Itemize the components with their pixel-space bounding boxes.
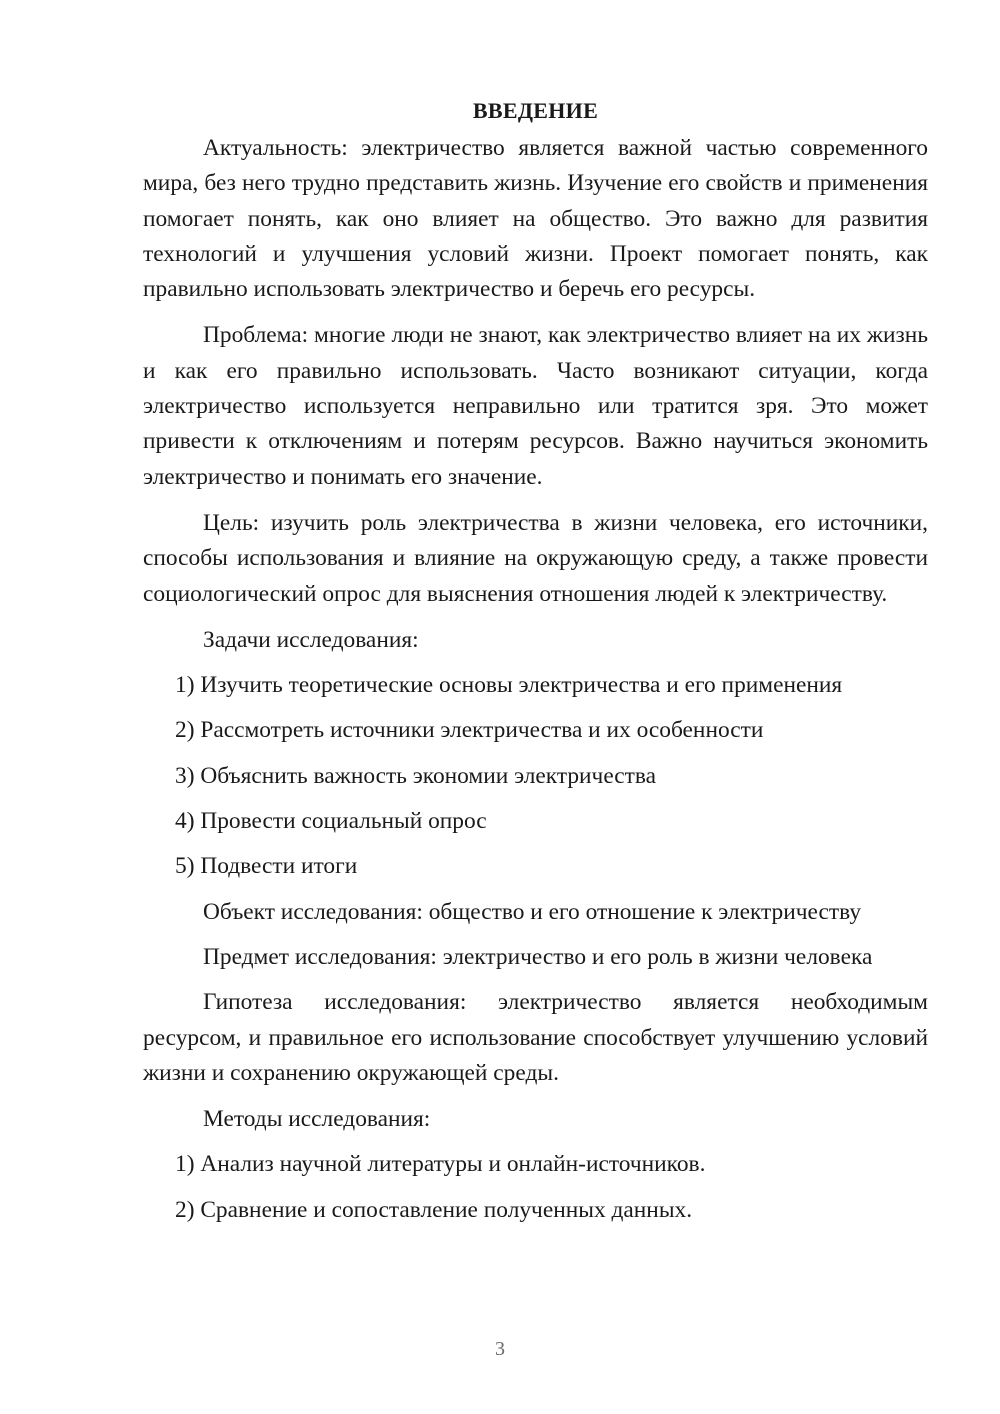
relevance-paragraph: Актуальность: электричество является важной частью современного мира, без него трудно представить жизнь. Изучение его свойств и применения помогает понять, как оно влияет на общество. Это важно для развития технологий и улучшения условий жизни. Проект помогает понять, как правильно использовать электричество и беречь его ресурсы. [143, 135, 928, 303]
methods-heading: Методы исследования: [203, 1106, 431, 1133]
research-object: Объект исследования: общество и его отношение к электричеству [203, 898, 862, 925]
methods-list [143, 1147, 928, 1228]
section-title: ВВЕДЕНИЕ [472, 98, 599, 123]
hypothesis-paragraph: Гипотеза исследования: электричество является необходимым ресурсом, и правильное его использование способствует улучшению условий жизни и сохранению окружающей среды. [143, 989, 928, 1086]
method-item: 1) Анализ научной литературы и онлайн-источников. [175, 1151, 706, 1178]
tasks-heading: Задачи исследования: [203, 626, 419, 653]
task-item: 4) Провести социальный опрос [175, 808, 487, 835]
task-item: 5) Подвести итоги [175, 853, 358, 880]
page-number: 3 [495, 1338, 505, 1360]
method-item: 2) Сравнение и сопоставление полученных данных. [175, 1196, 693, 1223]
task-item: 1) Изучить теоретические основы электричества и его применения [175, 672, 843, 699]
goal-paragraph: Цель: изучить роль электричества в жизни человека, его источники, способы использования и влияние на окружающую среду, а также провести социологический опрос для выяснения отношения людей к электричеству. [143, 509, 928, 607]
task-item: 2) Рассмотреть источники электричества и их особенности [175, 717, 764, 744]
task-item: 3) Объяснить важность экономии электричества [175, 762, 657, 789]
page-body [143, 94, 928, 1238]
tasks-list [143, 668, 928, 884]
problem-paragraph: Проблема: многие люди не знают, как электричество влияет на их жизнь и как его правильно использовать. Часто возникают ситуации, когда электричество используется неправильно или тратится зря. Это может привести к отключениям и потерям ресурсов. Важно научиться экономить электричество и понимать его значение. [143, 322, 928, 490]
research-subject: Предмет исследования: электричество и его роль в жизни человека [203, 943, 873, 970]
